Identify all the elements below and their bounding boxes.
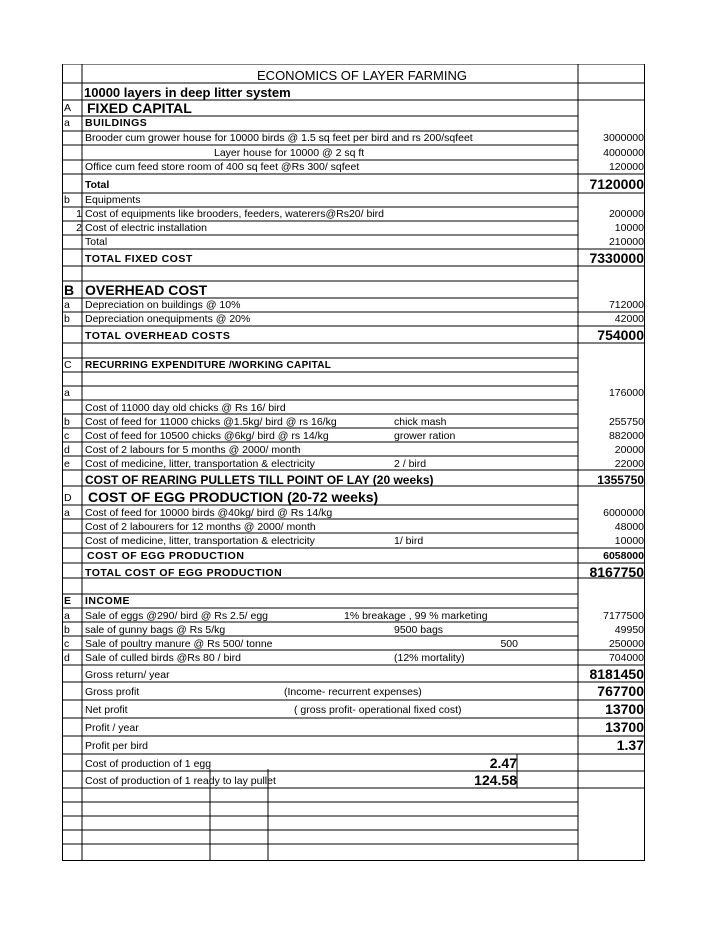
row-text: Sale of culled birds @Rs 80 / bird (85, 652, 241, 664)
row-letter: d (64, 444, 70, 456)
row-value: 42000 (614, 313, 644, 325)
section-a-letter: A (64, 102, 72, 114)
sheet-subtitle: 10000 layers in deep litter system (84, 85, 291, 100)
section-c-letter: C (64, 359, 72, 371)
equip-num: 2 (76, 222, 82, 234)
row-text: Cost of 11000 day old chicks @ Rs 16/ bird (85, 402, 286, 414)
row-letter: a (64, 507, 70, 519)
row-value: 49950 (614, 624, 644, 636)
row-value: 704000 (608, 652, 644, 664)
equip-total-label: Total (85, 236, 108, 248)
section-b-heading: OVERHEAD COST (85, 282, 208, 298)
gross-profit-value: 767700 (597, 683, 644, 699)
net-profit-note: ( gross profit- operational fixed cost) (294, 704, 462, 716)
row-text: Cost of 2 labourers for 12 months @ 2000/ month (85, 521, 316, 533)
row-text: Layer house for 10000 @ 2 sq ft (214, 147, 365, 159)
fixed-total-value: 7330000 (589, 250, 644, 266)
cost-pullet-value: 124.58 (474, 772, 517, 788)
cost-pullet-label: Cost of production of 1 ready to lay pullet (85, 775, 276, 787)
profit-bird-value: 1.37 (616, 737, 644, 753)
row-text: Depreciation onequipments @ 20% (85, 313, 251, 325)
row-text: Cost of medicine, litter, transportation & electricity (85, 458, 315, 470)
row-text: sale of gunny bags @ Rs 5/kg (85, 624, 226, 636)
profit-year-label: Profit / year (85, 722, 139, 734)
rearing-total-value: 1355750 (597, 473, 644, 487)
row-text: Sale of eggs @290/ bird @ Rs 2.5/ egg (85, 610, 269, 622)
row-letter: e (64, 458, 70, 470)
gross-profit-label: Gross profit (85, 686, 140, 698)
net-profit-value: 13700 (605, 701, 644, 717)
gross-return-label: Gross return/ year (85, 669, 170, 681)
row-text: Cost of feed for 10500 chicks @6kg/ bird @ rs 14/kg (85, 430, 329, 442)
row-note: 1% breakage , 99 % marketing (344, 610, 488, 622)
buildings-total-value: 7120000 (589, 176, 644, 192)
equip-total-value: 210000 (608, 236, 644, 248)
total-egg-cost-value: 8167750 (589, 564, 644, 580)
row-note: 1/ bird (394, 535, 424, 547)
row-letter: a (64, 387, 70, 399)
row-text: Brooder cum grower house for 10000 birds @ 1.5 sq feet per bird and rs 200/sqfeet (85, 132, 473, 144)
sheet-title: ECONOMICS OF LAYER FARMING (257, 68, 467, 83)
row-letter: c (64, 430, 70, 442)
profit-year-value: 13700 (605, 719, 644, 735)
row-note: 9500 bags (394, 624, 444, 636)
section-d-heading: COST OF EGG PRODUCTION (20-72 weeks) (88, 489, 379, 505)
section-e-letter: E (64, 595, 72, 607)
row-letter: b (64, 624, 70, 636)
row-value: 48000 (614, 521, 644, 533)
row-text: Sale of poultry manure @ Rs 500/ tonne (85, 638, 273, 650)
row-value: 20000 (614, 444, 644, 456)
egg-production-value: 6058000 (603, 550, 644, 562)
row-text: Cost of 2 labours for 5 months @ 2000/ month (85, 444, 301, 456)
row-value: 255750 (608, 416, 644, 428)
row-value: 120000 (608, 161, 644, 173)
row-value: 4000000 (603, 147, 644, 159)
total-egg-cost-label: TOTAL COST OF EGG PRODUCTION (85, 567, 283, 579)
row-text: Office cum feed store room of 400 sq feet @Rs 300/ sqfeet (85, 161, 360, 173)
row-note: 500 (500, 638, 518, 650)
profit-bird-label: Profit per bird (85, 740, 149, 752)
section-a-heading: FIXED CAPITAL (87, 100, 192, 116)
row-note: grower ration (394, 430, 456, 442)
row-letter: a (64, 610, 70, 622)
row-text: Cost of feed for 11000 chicks @1.5kg/ bird @ rs 16/kg (85, 416, 337, 428)
row-note: (12% mortality) (394, 652, 465, 664)
cost-egg-label: Cost of production of 1 egg (85, 758, 212, 770)
cost-egg-value: 2.47 (489, 755, 517, 771)
row-note: chick mash (394, 416, 447, 428)
spreadsheet (62, 64, 645, 861)
row-value: 712000 (608, 299, 644, 311)
row-letter: b (64, 313, 70, 325)
row-value: 22000 (614, 458, 644, 470)
equip-text: Cost of electric installation (85, 222, 207, 234)
row-value: 10000 (614, 535, 644, 547)
net-profit-label: Net profit (85, 704, 128, 716)
row-letter: d (64, 652, 70, 664)
row-letter: a (64, 299, 70, 311)
fixed-total-label: TOTAL FIXED COST (85, 253, 193, 265)
equip-text: Cost of equipments like brooders, feeders, waterers@Rs20/ bird (85, 208, 384, 220)
equip-num: 1 (76, 208, 82, 220)
gross-return-value: 8181450 (589, 666, 644, 682)
row-letter: c (64, 638, 70, 650)
equip-value: 200000 (608, 208, 644, 220)
buildings-label: BUILDINGS (85, 117, 148, 129)
buildings-total-label: Total (85, 179, 110, 191)
row-note: 2 / bird (394, 458, 427, 470)
equip-value: 10000 (614, 222, 644, 234)
row-value: 6000000 (603, 507, 644, 519)
section-c-heading: RECURRING EXPENDITURE /WORKING CAPITAL (85, 360, 332, 371)
row-value: 7177500 (603, 610, 644, 622)
section-e-heading: INCOME (85, 595, 130, 607)
row-text: Cost of medicine, litter, transportation & electricity (85, 535, 315, 547)
row-text: Depreciation on buildings @ 10% (85, 299, 241, 311)
row-letter: b (64, 416, 70, 428)
buildings-letter: a (64, 117, 70, 129)
overhead-total-value: 754000 (597, 327, 644, 343)
equipments-letter: b (64, 194, 70, 206)
section-b-letter: B (64, 282, 75, 298)
row-value: 176000 (608, 387, 644, 399)
section-d-letter: D (64, 492, 72, 504)
equipments-label: Equipments (85, 194, 141, 206)
rearing-total-label: COST OF REARING PULLETS TILL POINT OF LAY (20 weeks) (85, 473, 434, 487)
row-value: 250000 (608, 638, 644, 650)
egg-production-label: COST OF EGG PRODUCTION (87, 550, 245, 562)
overhead-total-label: TOTAL OVERHEAD COSTS (85, 330, 231, 342)
row-value: 3000000 (603, 132, 644, 144)
row-value: 882000 (608, 430, 644, 442)
gross-profit-note: (Income- recurrent expenses) (284, 686, 422, 698)
row-text: Cost of feed for 10000 birds @40kg/ bird @ Rs 14/kg (85, 507, 333, 519)
